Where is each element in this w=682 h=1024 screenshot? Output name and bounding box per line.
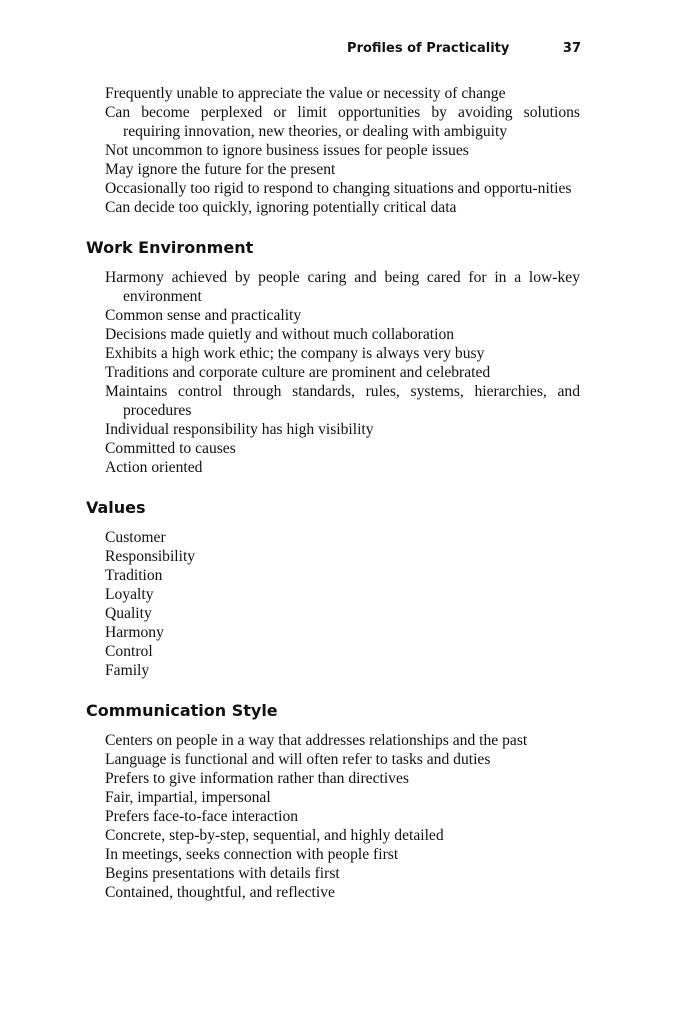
- list-item: May ignore the future for the present: [105, 161, 336, 178]
- page-number: 37: [562, 41, 581, 56]
- list-item: Quality: [105, 605, 152, 622]
- values-section: [86, 498, 580, 680]
- list-item: Harmony: [105, 624, 164, 641]
- list-item: Maintains control through standards, rules, systems, hierarchies, and procedures: [105, 383, 580, 419]
- list-item: Can decide too quickly, ignoring potentially critical data: [105, 199, 457, 216]
- list-item: Fair, impartial, impersonal: [105, 789, 271, 806]
- list-item: In meetings, seeks connection with people first: [105, 846, 399, 863]
- intro-list: [86, 84, 580, 217]
- list-item: Action oriented: [105, 459, 203, 476]
- list-item: Traditions and corporate culture are prominent and celebrated: [105, 364, 491, 381]
- section-heading-communication-style: Communication Style: [86, 701, 278, 720]
- list-item: Tradition: [105, 567, 163, 584]
- list-item: Loyalty: [105, 586, 154, 603]
- list-item: Prefers to give information rather than directives: [105, 770, 409, 787]
- section-heading-values: Values: [86, 498, 146, 517]
- list-item: Exhibits a high work ethic; the company is always very busy: [105, 345, 485, 362]
- list-item: Begins presentations with details first: [105, 865, 340, 882]
- values-list: [86, 528, 580, 680]
- page-body: [86, 84, 580, 902]
- work-environment-section: [86, 238, 580, 477]
- work-environment-list: [86, 268, 580, 477]
- list-item: Frequently unable to appreciate the value or necessity of change: [105, 85, 506, 102]
- section-heading-work-environment: Work Environment: [86, 238, 254, 257]
- list-item: Centers on people in a way that addresses relationships and the past: [105, 732, 528, 749]
- list-item: Occasionally too rigid to respond to changing situations and opportu-nities: [105, 180, 572, 197]
- list-item: Common sense and practicality: [105, 307, 302, 324]
- list-item: Language is functional and will often refer to tasks and duties: [105, 751, 491, 768]
- communication-style-section: [86, 701, 580, 902]
- list-item: Prefers face-to-face interaction: [105, 808, 299, 825]
- list-item: Committed to causes: [105, 440, 236, 457]
- list-item: Control: [105, 643, 153, 660]
- list-item: Not uncommon to ignore business issues for people issues: [105, 142, 469, 159]
- running-head-title: Profiles of Practicality: [347, 41, 510, 56]
- running-head: [347, 41, 581, 56]
- list-item: Harmony achieved by people caring and being cared for in a low-key environment: [105, 269, 580, 305]
- list-item: Concrete, step-by-step, sequential, and highly detailed: [105, 827, 444, 844]
- list-item: Can become perplexed or limit opportunities by avoiding solutions requiring innovation, new theories, or dealing with ambiguity: [105, 104, 580, 140]
- list-item: Decisions made quietly and without much collaboration: [105, 326, 455, 343]
- list-item: Contained, thoughtful, and reflective: [105, 884, 335, 901]
- list-item: Family: [105, 662, 150, 679]
- communication-style-list: [86, 731, 580, 902]
- list-item: Responsibility: [105, 548, 196, 565]
- list-item: Customer: [105, 529, 166, 546]
- list-item: Individual responsibility has high visibility: [105, 421, 374, 438]
